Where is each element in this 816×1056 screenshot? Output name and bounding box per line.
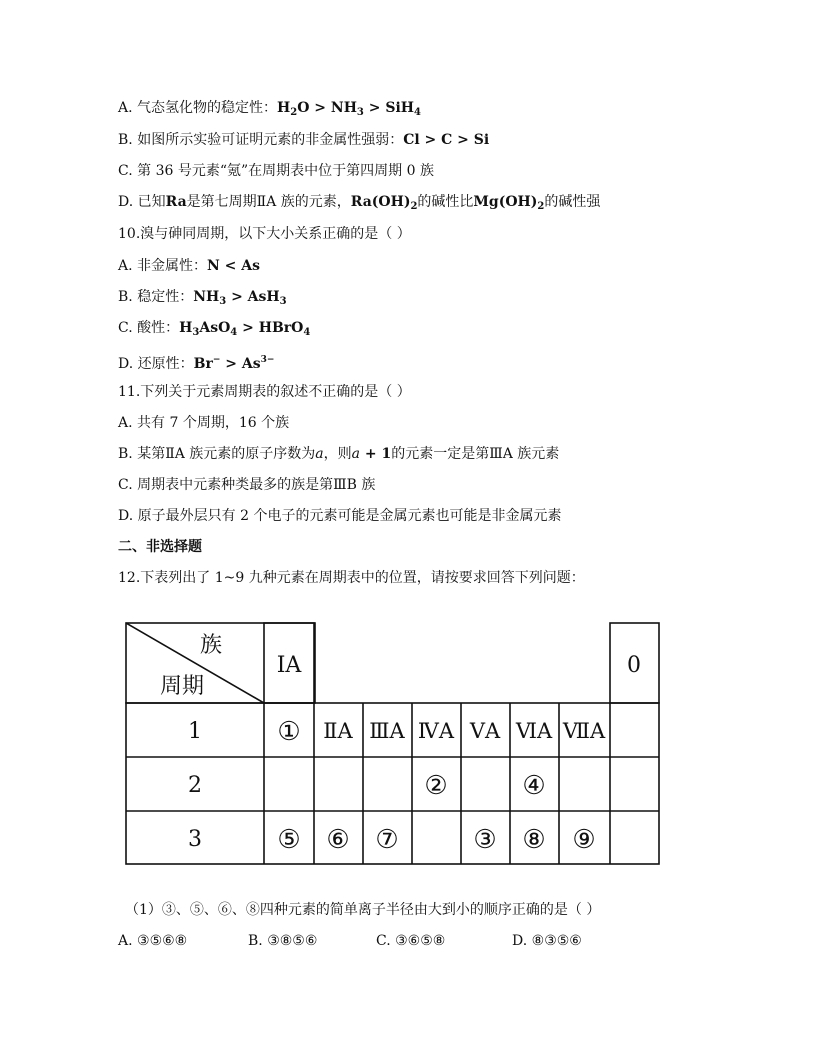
q12-sub1-option-c: C. ③⑥⑤⑧ — [376, 933, 446, 949]
q9-option-b: B. 如图所示实验可证明元素的非金属性强弱：Cl > C > Si — [118, 132, 490, 148]
q11-option-c: C. 周期表中元素种类最多的族是第ⅢB 族 — [118, 477, 376, 493]
element-1: ① — [277, 717, 301, 747]
q11-option-d: D. 原子最外层只有 2 个电子的元素可能是金属元素也可能是非金属元素 — [118, 508, 562, 524]
q12-sub1-option-d: D. ⑧③⑤⑥ — [512, 933, 582, 949]
q12-stem: 12.下表列出了 1~9 九种元素在周期表中的位置，请按要求回答下列问题： — [118, 570, 585, 586]
group-iiia: ⅢA — [369, 719, 405, 743]
element-4: ④ — [522, 771, 546, 801]
q12-sub1-option-a: A. ③⑤⑥⑧ — [118, 933, 188, 949]
element-3: ③ — [473, 825, 497, 855]
period-1: 1 — [188, 719, 202, 744]
q12-sub1-option-b: B. ③⑧⑤⑥ — [248, 933, 318, 949]
section-heading: 二、非选择题 — [118, 539, 202, 555]
q10-option-a: A. 非金属性：N < As — [118, 258, 261, 274]
element-2: ② — [424, 771, 448, 801]
group-viia: ⅦA — [562, 719, 606, 743]
corner-group-label: 族 — [199, 633, 223, 658]
q9-option-c: C. 第 36 号元素“氪”在周期表中位于第四周期 0 族 — [118, 163, 434, 179]
element-6: ⑥ — [326, 825, 350, 855]
element-7: ⑦ — [375, 825, 399, 855]
period-2: 2 — [188, 773, 202, 798]
q10-option-c: C. 酸性：$H_3AsO_4$ > HBrO$_4$ — [118, 320, 311, 338]
q11-option-b: B. 某第ⅡA 族元素的原子序数为a，则a + 1的元素一定是第ⅢA 族元素 — [118, 446, 560, 462]
group-iia: ⅡA — [323, 719, 353, 743]
q10-option-d: D. 还原性：$Br^- > As^{3-}$ — [118, 355, 275, 372]
group-ia: ⅠA — [276, 653, 302, 678]
q10-option-b: B. 稳定性：$NH_3 > AsH_3$ — [118, 289, 287, 307]
group-0: 0 — [627, 653, 641, 678]
element-9: ⑨ — [572, 825, 596, 855]
q12-sub1-options — [118, 931, 582, 951]
period-3: 3 — [188, 827, 202, 852]
q9-a-formula: $H_2O > NH_3 > SiH_4$ — [277, 100, 421, 118]
q9-option-a: A. 气态氢化物的稳定性：$H_2O > NH_3 > SiH_4$ — [118, 100, 421, 118]
element-5: ⑤ — [277, 825, 301, 855]
group-iva: ⅣA — [417, 719, 455, 743]
q11-stem: 11.下列关于元素周期表的叙述不正确的是（ ） — [118, 384, 411, 400]
q9-b-formula: Cl > C > Si — [403, 132, 490, 148]
q12-sub1-stem: （1）③、⑤、⑥、⑧四种元素的简单离子半径由大到小的顺序正确的是（ ） — [125, 902, 601, 918]
group-va: ⅤA — [469, 719, 501, 743]
q10-stem: 10.溴与砷同周期，以下大小关系正确的是（ ） — [118, 226, 411, 242]
q11-option-a: A. 共有 7 个周期，16 个族 — [118, 415, 290, 431]
q9-option-d: D. 已知Ra是第七周期ⅡA 族的元素，$Ra(OH)_2$的碱性比$Mg(OH)_2$的碱性强 — [118, 194, 601, 212]
element-8: ⑧ — [522, 825, 546, 855]
group-via: ⅥA — [515, 719, 553, 743]
periodic-table — [125, 622, 660, 865]
corner-period-label: 周期 — [159, 674, 205, 699]
